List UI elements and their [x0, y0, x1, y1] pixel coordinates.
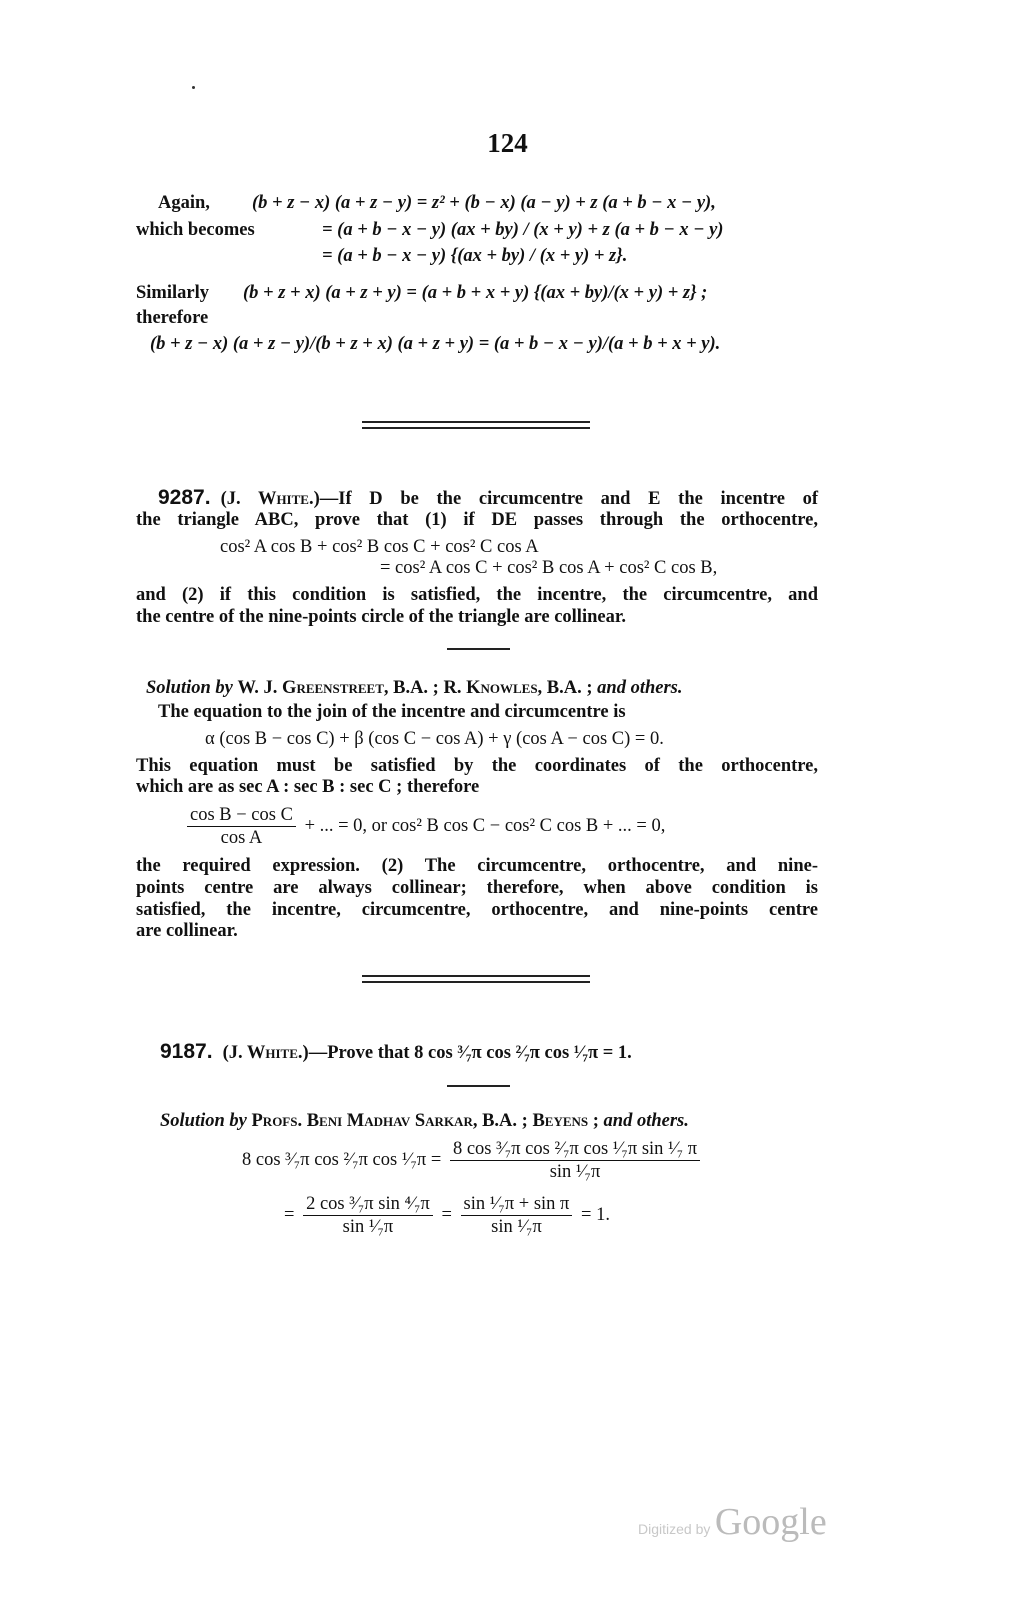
equation: = (a + b − x − y) (ax + by) / (x + y) + z (a + b − x − y): [322, 220, 724, 240]
equation: = $\frac{\text{2 cos ³⁄₇π sin ⁴⁄₇π}}{\text{sin ¹⁄₇π}}$ = $\frac{\text{sin ¹⁄₇π + sin π}}{\text{sin ¹⁄₇π}}$ = 1.: [284, 1194, 610, 1237]
equation: cos² A cos B + cos² B cos C + cos² C cos A: [220, 537, 539, 557]
fraction-equation: $\frac{\text{cos B − cos C}}{\text{cos A}}$ + ... = 0, or cos² B cos C − cos² C cos B + ... = 0,: [183, 804, 665, 849]
solution-header: Solution by Profs. Beni Madhav Sarkar, B.A. ; Beyens ; and others.: [160, 1111, 689, 1131]
text-line: points centre are always collinear; therefore, when above condition is: [136, 878, 818, 898]
text-line: are collinear.: [136, 921, 238, 941]
equation: α (cos B − cos C) + β (cos C − cos A) + γ (cos A − cos C) = 0.: [205, 729, 664, 749]
text: —If D be the circumcentre and E the incentre of: [319, 489, 819, 509]
equation: (b + z − x) (a + z − y) = z² + (b − x) (a − y) + z (a + b − x − y),: [252, 193, 716, 213]
text-line: the centre of the nine-points circle of the triangle are collinear.: [136, 607, 626, 627]
text-line: which are as sec A : sec B : sec C ; therefore: [136, 777, 480, 797]
short-rule: [447, 1085, 510, 1087]
text-line: This equation must be satisfied by the coordinates of the orthocentre,: [136, 756, 818, 776]
text-line: and (2) if this condition is satisfied, the incentre, the circumcentre, and: [136, 585, 818, 605]
text: —Prove that 8 cos ³⁄₇π cos ²⁄₇π cos ¹⁄₇π = 1.: [308, 1043, 632, 1063]
equation: = (a + b − x − y) {(ax + by) / (x + y) + z}.: [322, 246, 628, 266]
author: (J. White.): [222, 1043, 309, 1063]
question-9287-line: [136, 487, 818, 510]
author: (J. White.): [220, 489, 320, 509]
text-line: the required expression. (2) The circumcentre, orthocentre, and nine-: [136, 856, 818, 876]
equation: (b + z + x) (a + z + y) = (a + b + x + y) {(ax + by)/(x + y) + z} ;: [243, 283, 708, 303]
equation: 8 cos ³⁄₇π cos ²⁄₇π cos ¹⁄₇π = $\frac{\text{8 cos ³⁄₇π cos ²⁄₇π cos ¹⁄₇π sin ¹⁄₇ π}}{\text{sin ¹⁄₇π}}$: [242, 1138, 704, 1183]
solution-header: Solution by W. J. Greenstreet, B.A. ; R. Knowles, B.A. ; and others.: [146, 678, 683, 698]
therefore-label: therefore: [136, 308, 209, 328]
divider: [362, 981, 590, 983]
text-line: the triangle ABC, prove that (1) if DE passes through the orthocentre,: [136, 510, 818, 530]
digitized-by-google-watermark: Digitized by Google: [638, 1501, 827, 1543]
text-line: The equation to the join of the incentre and circumcentre is: [158, 702, 626, 722]
short-rule: [447, 648, 510, 650]
question-9187-line: [160, 1041, 632, 1064]
question-number: 9287.: [158, 486, 211, 509]
similarly-label: Similarly: [136, 283, 209, 303]
speck: [192, 86, 195, 89]
page-number: 124: [487, 128, 528, 158]
divider: [362, 427, 590, 429]
question-number: 9187.: [160, 1040, 213, 1063]
which-becomes-label: which becomes: [136, 220, 255, 240]
again-label: Again,: [158, 193, 210, 213]
equation: = cos² A cos C + cos² B cos A + cos² C cos B,: [380, 558, 718, 578]
equation: (b + z − x) (a + z − y)/(b + z + x) (a + z + y) = (a + b − x − y)/(a + b + x + y).: [150, 334, 721, 354]
text-line: satisfied, the incentre, circumcentre, orthocentre, and nine-points centre: [136, 900, 818, 920]
divider: [362, 421, 590, 423]
divider: [362, 975, 590, 977]
